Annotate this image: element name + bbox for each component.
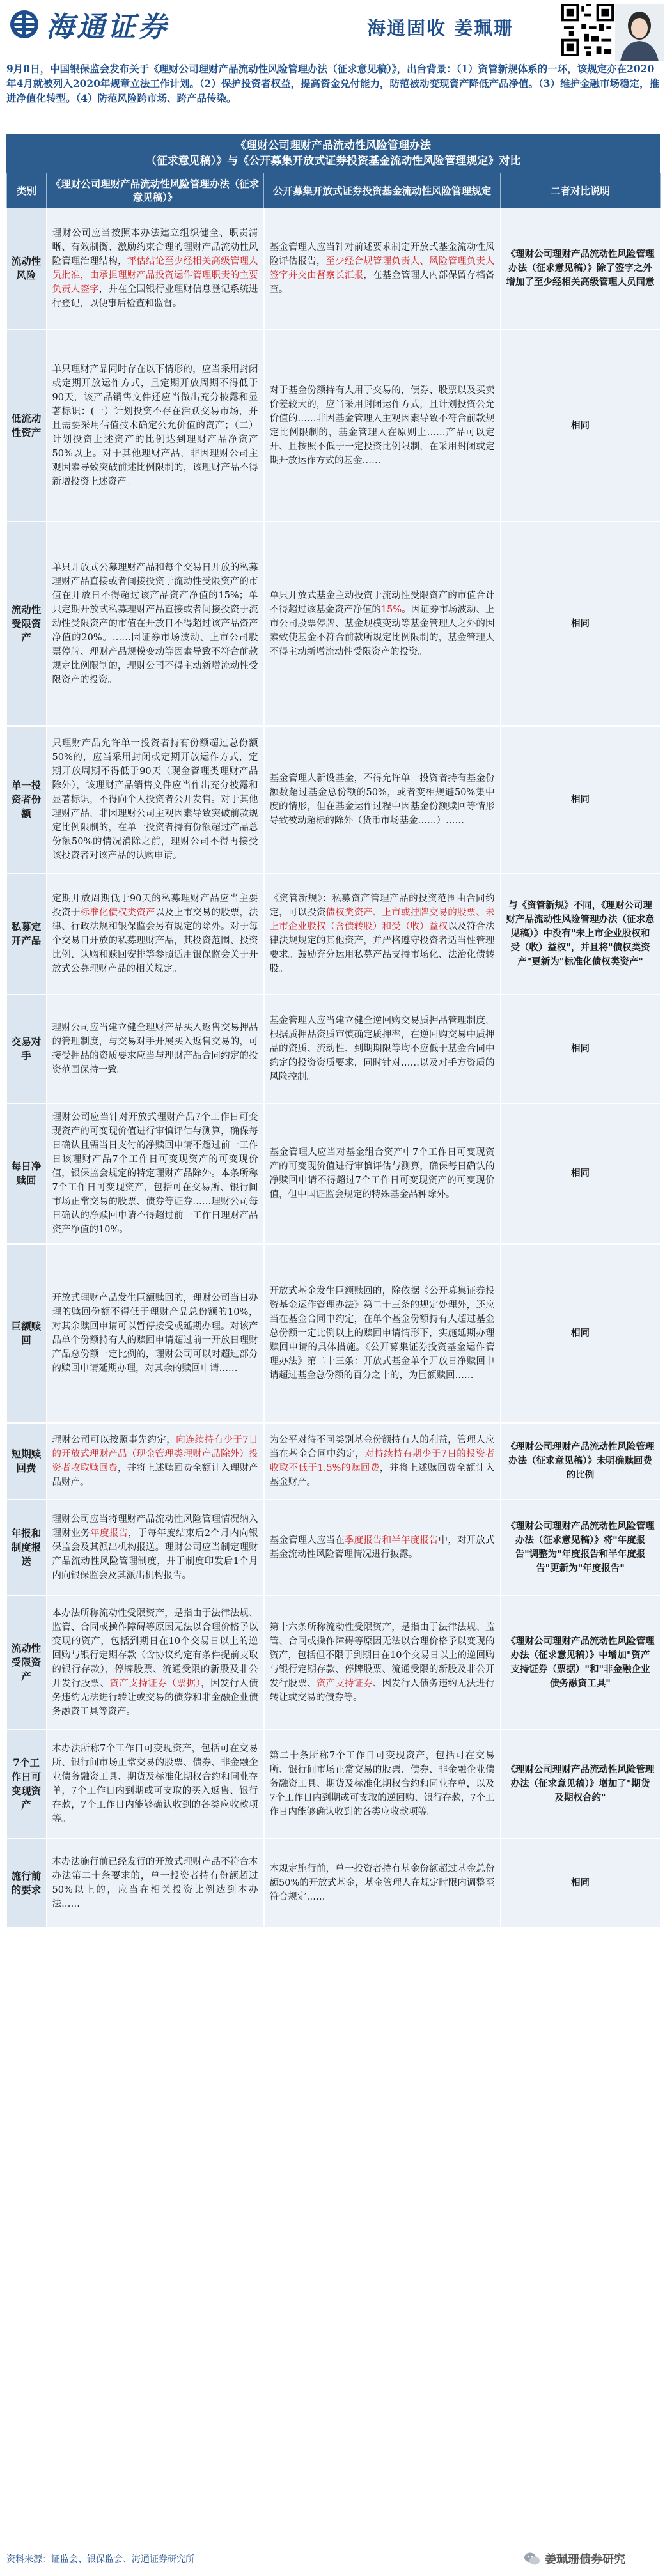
body-text: 以及符合法律法规规定的其他资产，并严格遵守投资者适当性管理要求。鼓励充分运用私募产品支持市场化、法治化债转股。 (269, 921, 495, 974)
body-text: 《资管新规》：私募资产管理产品的投资范围由合同约定，可以投资 (269, 893, 495, 918)
table-row (7, 522, 661, 726)
table-title (6, 134, 660, 173)
comparison-cell: 《理财公司理财产品流动性风险管理办法（征求意见稿）》增加了"期货及期权合约" (501, 1730, 661, 1838)
highlight-text: 向连续持有少于7日的开放式理财产品（现金管理类理财产品除外）投资者收取赎回费 (52, 1434, 258, 1473)
table-title-line2: （征求意见稿）》与《公开募集开放式证券投资基金流动性风险管理规定》对比 (145, 155, 521, 167)
row-category: 施行前的要求 (7, 1838, 47, 1928)
row-category: 年报和制度报送 (7, 1500, 47, 1595)
comparison-cell: 与《资管新规》不同，《理财公司理财产品流动性风险管理办法（征求意见稿）》中没有"未上市企业股权和受（收）益权"，并且将"债权类资产"更新为"标准化债权类资产" (501, 873, 661, 995)
body-text: 单只开放式公募理财产品和每个交易日开放的私募理财产品直接或者间接投资于流动性受限资产的市值在开放日不得超过该产品资产净值的15%；单只定期开放式私募理财产品直接或者间接投资于流动性受限资产的市值在开放日不得超过该产品资产净值的20%。……因证券市场波动、上市公司股票停牌、理财产品规模变动等因素导致不符合前款规定比例限制的，理财公司不得主动新增流动性受限资产的投资。 (52, 562, 258, 685)
comparison-cell: 相同 (501, 995, 661, 1103)
row-category: 巨额赎回 (7, 1244, 47, 1423)
body-text: 、因发行人债务违约无法进行转让或交易的债券等。 (269, 1678, 495, 1703)
body-text: ，于每年度结束后2个月内向银保监会及其派出机构报送。理财公司应当制定理财产品流动性风险管理制度，并于制度印发后1个月内向银保监会及其派出机构报告。 (52, 1528, 258, 1581)
highlight-text: 至少经合规管理负责人、风险管理负责人签字并交由督察长汇报 (269, 256, 495, 281)
table-row (7, 1244, 661, 1423)
fund-rule-cell (264, 873, 501, 995)
header-comparison: 二者对比说明 (501, 173, 661, 208)
wealth-rule-cell (47, 726, 264, 873)
body-text: 单只理财产品同时存在以下情形的，应当采用封闭或定期开放运作方式，且定期开放周期不得低于90天，该产品销售文件还应当做出充分披露和显著标识：(一）计划投资不存在活跃交易市场，并且需要采用估值技术确定公允价值的资产；（二）计划投资上述资产的比例达到理财产品净资产50%以上。对于其他理财产品，非因理财公司主观因素导致突破前述比例限制的，该理财产品不得新增投资上述资产。 (52, 364, 258, 487)
body-text: 第二十条所称7个工作日可变现资产，包括可在交易所、银行间市场正常交易的股票、债券、非金融企业债务融资工具、期货及标准化期权合约和同业存单，以及7个工作日内到期或可支取的逆回购、银行存款，7个工作日内能够确认收到的各类应收款项等。 (269, 1750, 495, 1817)
row-category: 单一投资者份额 (7, 726, 47, 873)
highlight-text: 标准化债权类资产 (80, 907, 155, 918)
fund-rule-cell (264, 1595, 501, 1730)
brand-logo (9, 5, 169, 43)
comparison-cell: 相同 (501, 330, 661, 522)
intro-paragraph: 9月8日，中国银保监会发布关于《理财公司理财产品流动性风险管理办法（征求意见稿）》，出台背景：（1）资管新规体系的一环，该规定亦在2020年4月就被列入2020年规章立法工作计划。（2）保护投资者权益，提高资金兑付能力，防范被动变现資产降低产品净值。（3）维护金融市场稳定，推进净值化转型。（4）防范风险跨市场、跨产品传染。 (6, 63, 659, 104)
author-photo (615, 4, 664, 61)
wealth-rule-cell (47, 1244, 264, 1423)
table-row (7, 726, 661, 873)
highlight-text: 债权类资产、上市或挂牌交易的股票、未上市企业股权（含债转股）和受（收）益权 (269, 907, 495, 932)
report-header (0, 0, 665, 104)
source-note: 资料来源：证监会、银保监会、海通证券研究所 (6, 2554, 194, 2564)
body-text: 单只开放式基金主动投资于流动性受限资产的市值合计不得超过该基金资产净值的 (269, 590, 495, 615)
row-category: 低流动性资产 (7, 330, 47, 522)
wealth-rule-cell (47, 522, 264, 726)
row-category: 私募定开产品 (7, 873, 47, 995)
fund-rule-cell (264, 1103, 501, 1244)
highlight-text: 对持续持有期少于7日的投资者收取不低于1.5%的赎回费 (269, 1448, 495, 1473)
header-category: 类别 (7, 173, 47, 208)
body-text: ，并将上述赎回费全额计入基金财产。 (269, 1463, 495, 1487)
table-row (7, 1423, 661, 1500)
watermark (523, 2549, 657, 2568)
body-text: 开放式理财产品发生巨额赎回的，理财公司当日办理的赎回份额不得低于理财产品总份额的10%，对其余赎回申请可以暂停接受或延期办理。对该产品单个份额持有人的赎回申请超过前一开放日理财产品总份额一定比例的，理财公司可以对超过部分的赎回申请延期办理，对其余的赎回申请…… (52, 1292, 258, 1374)
body-text: 理财公司应当针对开放式理财产品7个工作日可变现资产的可变现价值进行审慎评估与测算，确保每日确认且需当日支付的净赎回申请不超过前一工作日该理财产品7个工作日可变现资产的可变现价值，银保监会规定的特定理财产品除外。本条所称7个工作日可变现资产，包括可在交易所、银行间市场正常交易的股票、债券等证券……理财公司每日确认的净赎回申请不得超过前一工作日理财产品资产净值的10%。 (52, 1112, 258, 1235)
wealth-rule-cell (47, 1730, 264, 1838)
fund-rule-cell (264, 208, 501, 330)
table-title-line1: 《理财公司理财产品流动性风险管理办法 (235, 139, 431, 152)
table-row (7, 1838, 661, 1928)
highlight-text: 季度报告和半年度报告 (344, 1535, 439, 1546)
body-text: 理财公司应当建立健全理财产品买入返售交易押品的管理制度，与交易对手开展买入返售交易的，可接受押品的资质要求应当与理财产品合同约定的投资范围保持一致。 (52, 1022, 258, 1075)
body-text: 本办法所称流动性受限资产，是指由于法律法规、监管、合同或操作障碍等原因无法以合理价格予以变现的资产，包括到期日在10个交易日以上的逆回购与银行定期存款（含协议约定有条件提前支取的银行存款），停牌股票、流通受限的新股及非公开发行股票、 (52, 1608, 258, 1689)
wealth-rule-cell (47, 330, 264, 522)
comparison-cell: 相同 (501, 1103, 661, 1244)
fund-rule-cell (264, 1730, 501, 1838)
row-category: 流动性受限资产 (7, 1595, 47, 1730)
fund-rule-cell (264, 726, 501, 873)
watermark-text: 姜珮珊债券研究 (545, 2553, 625, 2566)
body-text: 只理财产品允许单一投资者持有份额超过总份额50%的，应当采用封闭或定期开放运作方式，定期开放周期不得低于90天（现金管理类理财产品除外），该理财产品销售文件应当作出充分披露和显著标识，不得向个人投资者公开发售。对于其他理财产品，非因理财公司主观因素导致突破前款规定比例限制的，在单一投资者持有份额超过产品总份额50%的情况消除之前，理财公司不得再接受该投资者对该产品的认购申请。 (52, 738, 258, 861)
body-text: ，并在全国银行业理财信息登记系统进行登记，以便事后检查和监督。 (52, 284, 258, 309)
highlight-text: 年度报告 (90, 1528, 129, 1539)
row-category: 交易对手 (7, 995, 47, 1103)
row-category: 7个工作日可变现资产 (7, 1730, 47, 1838)
body-text: 基金管理人新设基金，不得允许单一投资者持有基金份额数超过基金总份额的50%，或者变相规避50%集中度的情形，但在基金运作过程中因基金份额赎回等情形导致被动超标的除外（货币市场基金……）…… (269, 773, 495, 826)
body-text: 定期开放周期低于90天的私募理财产品应当主要投资于 (52, 893, 258, 918)
body-text: 理财公司应当将理财产品流动性风险管理情况纳入理财业务 (52, 1514, 258, 1539)
author-line: 海通固收 姜珮珊 (367, 17, 514, 39)
body-text: 中，对开放式基金流动性风险管理情况进行披露。 (269, 1535, 495, 1560)
wealth-rule-cell (47, 1103, 264, 1244)
wealth-rule-cell (47, 873, 264, 995)
fund-rule-cell (264, 522, 501, 726)
table-row (7, 330, 661, 522)
fund-rule-cell (264, 1500, 501, 1595)
body-text: 本办法所称7个工作日可变现资产，包括可在交易所、银行间市场正常交易的股票、债券、非金融企业债务融资工具、期货及标准化期权合约和同业存单，7个工作日内到期或可支取的买入返售、银行存款，7个工作日内能够确认收到的各类应收款项等。 (52, 1743, 258, 1824)
highlight-text: 资产支持证券（票据） (109, 1678, 201, 1689)
wealth-rule-cell (47, 995, 264, 1103)
row-category: 流动性风险 (7, 208, 47, 330)
body-text: 开放式基金发生巨额赎回的，除依据《公开募集证券投资基金运作管理办法》第二十三条的规定处理外，还应当在基金合同中约定，在单个基金份额持有人超过基金总份额一定比例以上的赎回申请情形下，实施延期办理赎回申请的具体措施。《公开募集证券投资基金运作管理办法》第二十三条：开放式基金单个开放日净赎回申请超过基金总份额的百分之十的，为巨额赎回…… (269, 1285, 495, 1381)
body-text: 以及上市交易的股票，法律、行政法规和银保监会另有规定的除外。对于每个交易日开放的私募理财产品，其投资范围、投资比例、认购和赎回安排等参照适用银保监会关于开放式公募理财产品的相关规定。 (52, 907, 258, 974)
comparison-cell: 相同 (501, 1244, 661, 1423)
fund-rule-cell (264, 330, 501, 522)
body-text: 为公平对待不同类别基金份额持有人的利益，管理人应当在基金合同中约定， (269, 1434, 495, 1459)
wealth-rule-cell (47, 1423, 264, 1500)
row-category: 短期赎回费 (7, 1423, 47, 1500)
haitong-logo-icon (9, 9, 40, 40)
fund-rule-cell (264, 1244, 501, 1423)
table-row (7, 208, 661, 330)
fund-rule-cell (264, 1423, 501, 1500)
qr-code-icon (561, 4, 614, 56)
wealth-rule-cell (47, 208, 264, 330)
header-wealth-rule: 《理财公司理财产品流动性风险管理办法（征求意见稿）》 (47, 173, 264, 208)
highlight-text: 15% (380, 604, 402, 615)
header-fund-rule: 公开募集开放式证券投资基金流动性风险管理规定 (264, 173, 501, 208)
body-text: ，在基金管理人内部保留存档备查。 (269, 270, 495, 295)
body-text: 。因证券市场波动、上市公司股票停牌、基金规模变动等基金管理人之外的因素致使基金不符合前款所规定比例限制的，基金管理人不得主动新增流动性受限资产的投资。 (269, 604, 495, 657)
table-header-row (7, 173, 661, 208)
body-text: ，因发行人债务违约无法进行转让或交易的债券和非金融企业债务融资工具等资产。 (52, 1678, 258, 1717)
comparison-cell: 《理财公司理财产品流动性风险管理办法（征求意见稿）》除了签字之外增加了至少经相关高级管理人员同意 (501, 208, 661, 330)
row-category: 流动性受限资产 (7, 522, 47, 726)
highlight-text: 资产支持证券 (316, 1678, 373, 1689)
wealth-rule-cell (47, 1595, 264, 1730)
table-row (7, 873, 661, 995)
comparison-cell: 相同 (501, 1838, 661, 1928)
body-text: 基金管理人应当对基金组合资产中7个工作日可变现资产的可变现价值进行审慎评估与测算，确保每日确认的净赎回申请不得超过7个工作日可变现资产的可变现价值，但中国证监会规定的特殊基金品种除外。 (269, 1147, 495, 1200)
body-text: 基金管理人应当在 (269, 1535, 345, 1546)
body-text: 本规定施行前，单一投资者持有基金份额超过基金总份额50%的开放式基金，基金管理人在规定时限内调整至符合规定…… (269, 1863, 495, 1902)
comparison-table (6, 134, 660, 1928)
table-row (7, 995, 661, 1103)
row-category: 每日净赎回 (7, 1103, 47, 1244)
body-text: ，并将上述赎回费全额计入理财产品财产。 (52, 1463, 258, 1487)
wealth-rule-cell (47, 1838, 264, 1928)
table-row (7, 1500, 661, 1595)
comparison-cell: 《理财公司理财产品流动性风险管理办法（征求意见稿）》未明确赎回费的比例 (501, 1423, 661, 1500)
comparison-cell: 相同 (501, 726, 661, 873)
fund-rule-cell (264, 995, 501, 1103)
body-text: 理财公司应当按照本办法建立组织健全、职责清晰、有效制衡、激励约束合理的理财产品流动性风险管理治理结构， (52, 228, 258, 267)
body-text: 本办法施行前已经发行的开放式理财产品不符合本办法第二十条要求的，单一投资者持有份额超过50%以上的，应当在相关投资比例达到本办法…… (52, 1856, 258, 1909)
comparison-grid (6, 173, 661, 1928)
table-row (7, 1595, 661, 1730)
wechat-icon (523, 2550, 541, 2568)
comparison-cell: 相同 (501, 522, 661, 726)
body-text: 第十六条所称流动性受限资产，是指由于法律法规、监管、合同或操作障碍等原因无法以合理价格予以变现的资产，包括但不限于到期日在10个交易日以上的逆回购与银行定期存款、停牌股票、流通受限的新股及非公开发行股票、 (269, 1622, 495, 1689)
body-text: 基金管理人应当针对前述要求制定开放式基金流动性风险评估报告， (269, 242, 495, 267)
highlight-text: 评估结论至少经相关高级管理人员批准，由承担理财产品投资运作管理职责的主要负责人签字 (52, 256, 258, 295)
table-row (7, 1730, 661, 1838)
table-row (7, 1103, 661, 1244)
body-text: 理财公司可以按照事先约定， (52, 1434, 176, 1445)
comparison-cell: 《理财公司理财产品流动性风险管理办法（征求意见稿）》中增加"资产支持证券（票据）"和"非金融企业债务融资工具" (501, 1595, 661, 1730)
brand-name: 海通证券 (46, 11, 169, 43)
comparison-cell: 《理财公司理财产品流动性风险管理办法（征求意见稿）》将"年度报告"调整为"年度报告和半年度报告"更新为"年度报告" (501, 1500, 661, 1595)
body-text: 基金管理人应当建立健全逆回购交易质押品管理制度，根据质押品资质审慎确定质押率，在逆回购交易中质押品的资质、流动性、到期期限等均不应低于基金合同中约定的投资资质要求，同时针对……以及对手方资质的风险控制。 (269, 1015, 495, 1082)
wealth-rule-cell (47, 1500, 264, 1595)
fund-rule-cell (264, 1838, 501, 1928)
body-text: 对于基金份额持有人用于交易的，债券、股票以及买卖价差较大的，应当采用封闭运作方式，且计划投资公允价值的……非因基金管理人主观因素导致不符合前款规定比例限制的，基金管理人在原则上……产品可以定开、且按照不低于一定投资比例限制，在采用封闭或定期开放运作方式的基金…… (269, 385, 495, 466)
